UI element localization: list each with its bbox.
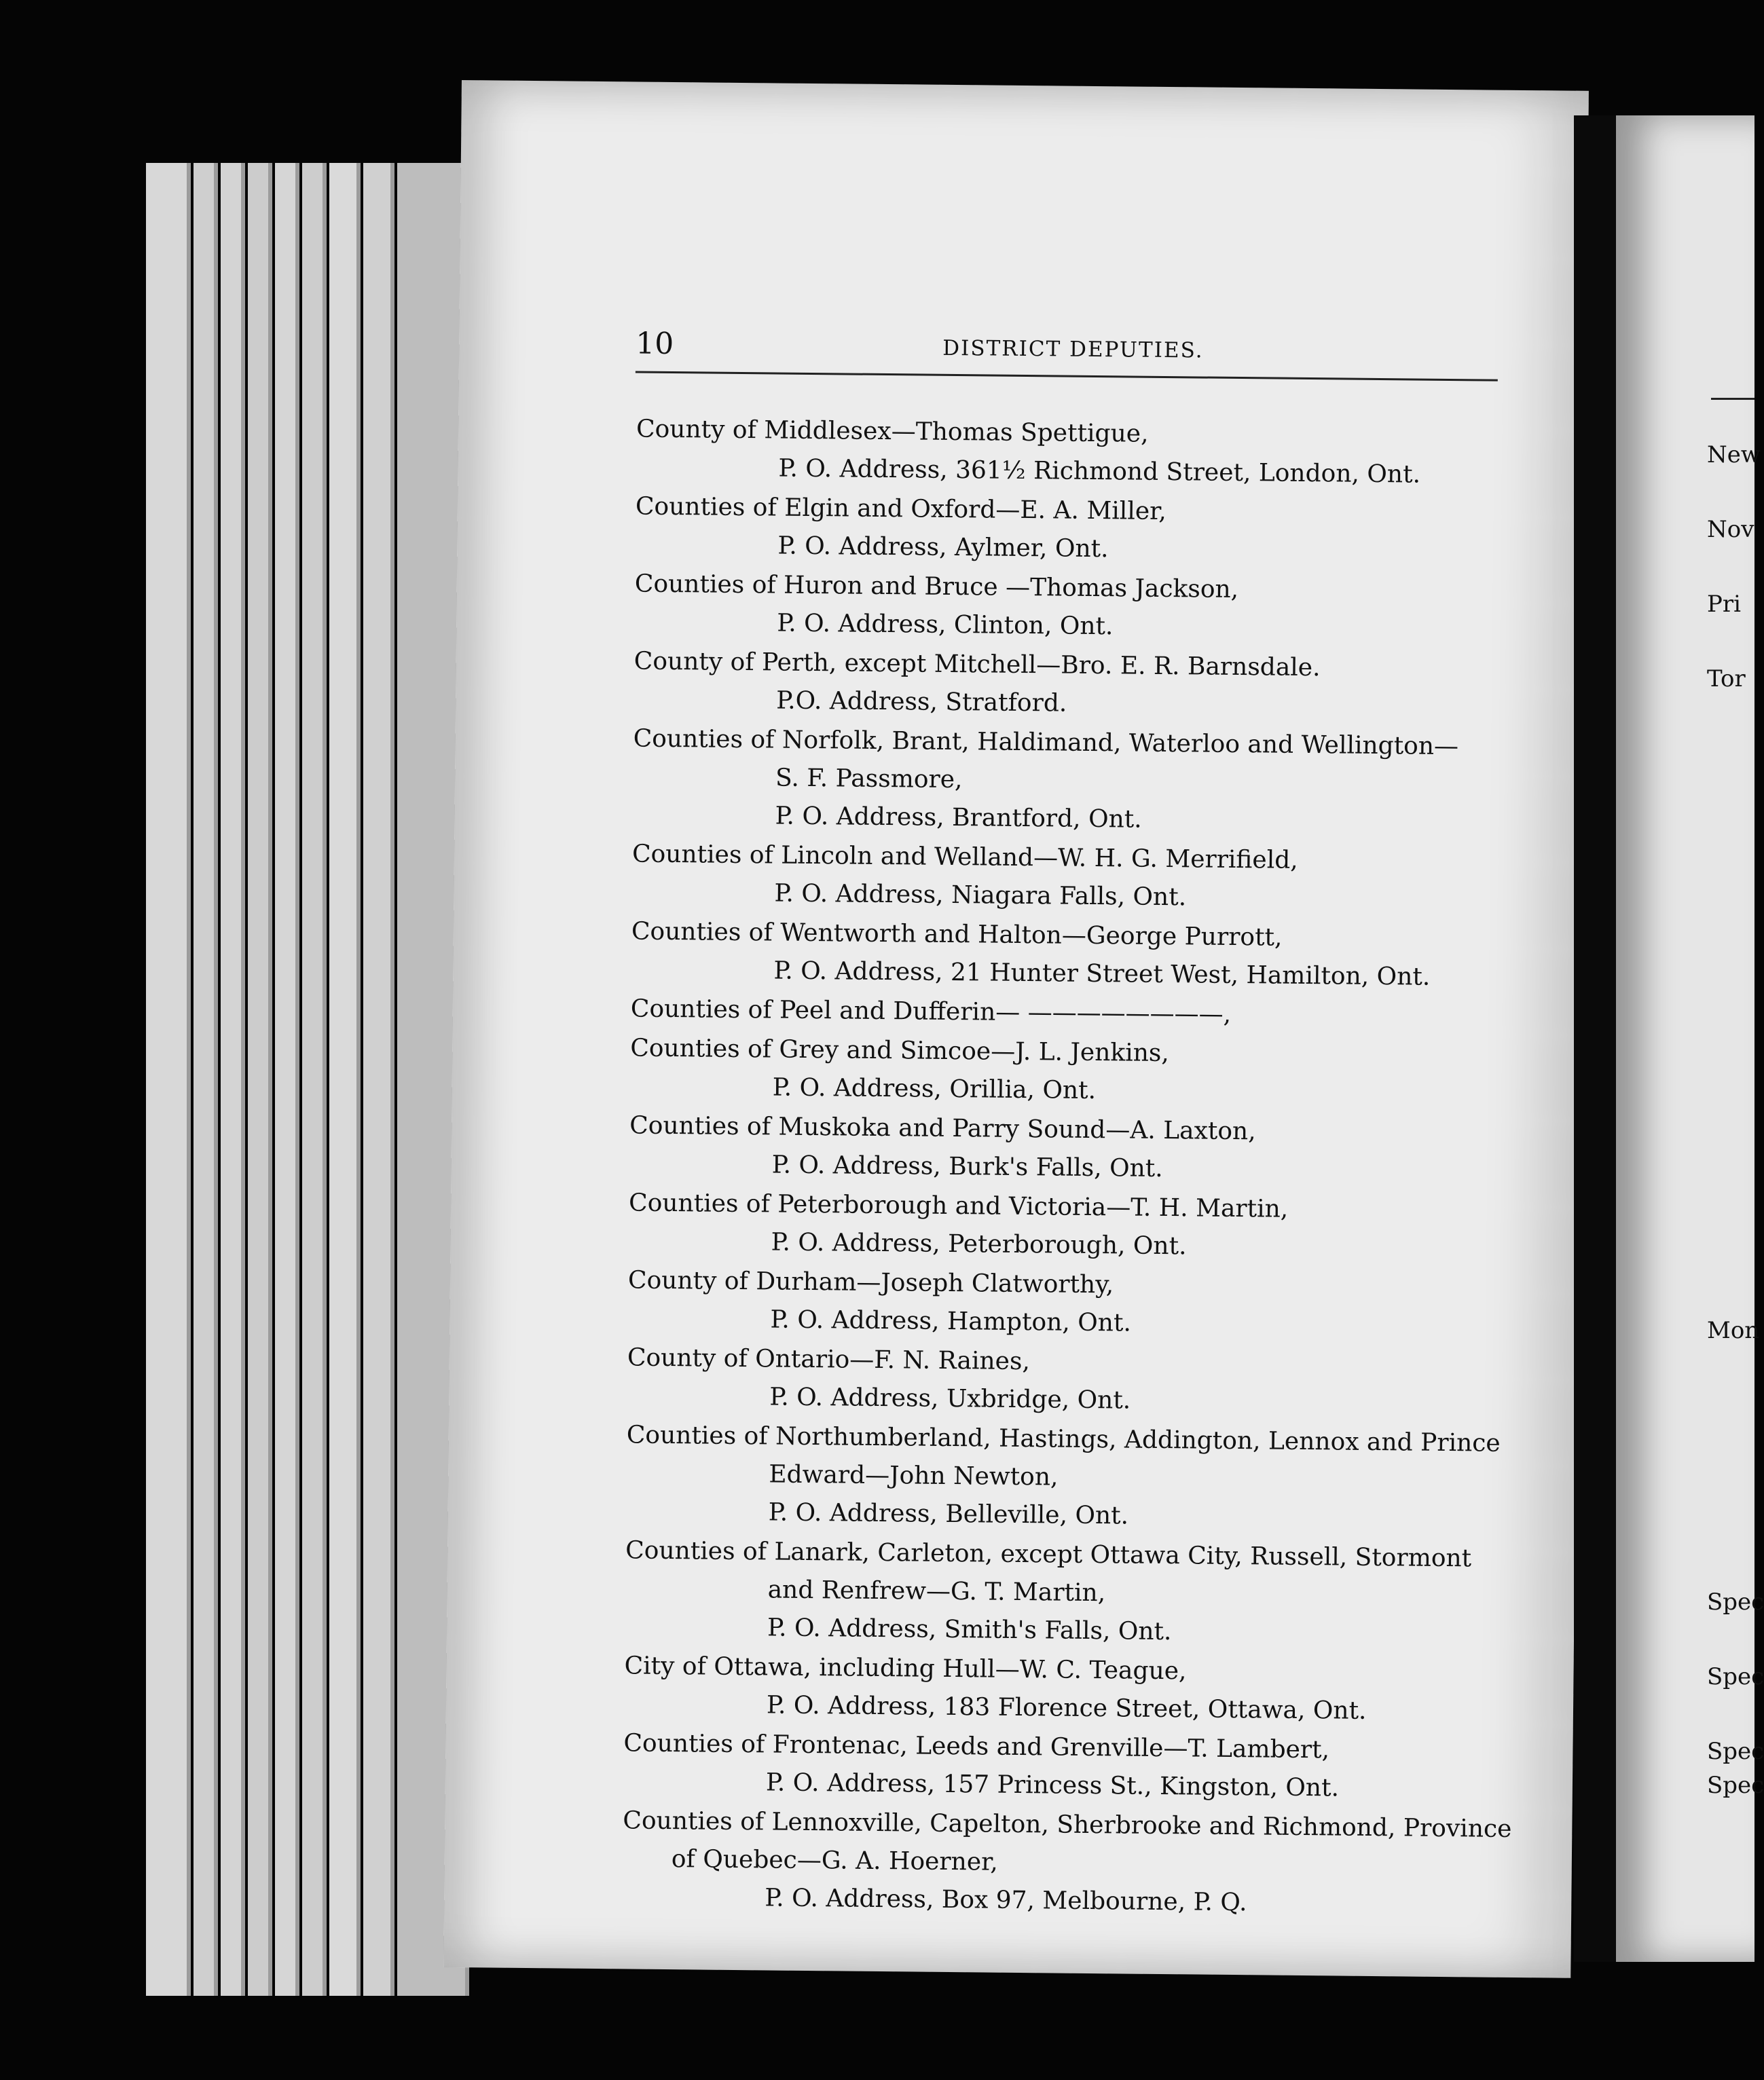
district-line: Counties of Wentworth and Halton—George Purrott, — [631, 917, 1283, 952]
header-rule — [636, 371, 1498, 381]
district-line: Counties of Lanark, Carleton, except Ottawa City, Russell, Stormont — [625, 1536, 1472, 1573]
facing-page-fragment: New — [1707, 441, 1761, 468]
address-line: P. O. Address, Burk's Falls, Ont. — [771, 1151, 1163, 1183]
district-line: Counties of Norfolk, Brant, Haldimand, Waterloo and Wellington— — [633, 724, 1459, 761]
deputy-entry — [627, 1339, 1510, 1423]
district-line: County of Perth, except Mitchell—Bro. E. R. Barnsdale. — [633, 647, 1321, 682]
address-line: P.O. Address, Stratford. — [776, 686, 1067, 718]
deputy-entry — [630, 1029, 1513, 1113]
deputy-entry — [625, 1531, 1509, 1654]
facing-page-fragment: Spec — [1707, 1589, 1764, 1616]
address-line: P. O. Address, Belleville, Ont. — [768, 1498, 1129, 1530]
district-line: County of Durham—Joseph Clatworthy, — [627, 1266, 1114, 1299]
address-line: P. O. Address, 361½ Richmond Street, London, Ont. — [778, 454, 1421, 489]
district-line: County of Middlesex—Thomas Spettigue, — [636, 415, 1149, 448]
district-line: Counties of Huron and Bruce —Thomas Jackson, — [634, 570, 1239, 604]
district-line: Counties of Grey and Simcoe—J. L. Jenkins, — [630, 1034, 1170, 1068]
address-line: P. O. Address, Peterborough, Ont. — [771, 1228, 1187, 1261]
address-line: P. O. Address, Niagara Falls, Ont. — [774, 879, 1187, 912]
address-line: P. O. Address, 21 Hunter Street West, Hamilton, Ont. — [773, 957, 1431, 991]
facing-page-fragment: Pri — [1707, 591, 1742, 618]
deputy-entry — [623, 1724, 1507, 1808]
page-edges — [146, 163, 465, 1996]
deputy-entry — [636, 410, 1519, 494]
district-line: County of Ontario—F. N. Raines, — [627, 1343, 1031, 1376]
deputy-entry — [628, 1184, 1511, 1268]
deputy-name-line: Edward—John Newton, — [769, 1460, 1059, 1491]
district-line: Counties of Elgin and Oxford—E. A. Miller, — [635, 492, 1167, 525]
address-line: P. O. Address, 157 Princess St., Kingston, Ont. — [765, 1768, 1340, 1802]
page-header — [636, 326, 1519, 382]
deputy-entry — [632, 720, 1516, 842]
district-line: Counties of Lincoln and Welland—W. H. G. Merrifield, — [631, 840, 1298, 874]
address-line: P. O. Address, Hampton, Ont. — [770, 1305, 1132, 1337]
deputy-entry — [627, 1261, 1511, 1345]
district-line: Counties of Frontenac, Leeds and Grenville—T. Lambert, — [623, 1729, 1330, 1764]
running-head: DISTRICT DEPUTIES. — [942, 335, 1204, 363]
address-line: P. O. Address, Box 97, Melbourne, P. Q. — [765, 1884, 1247, 1917]
address-line: P. O. Address, Orillia, Ont. — [772, 1073, 1097, 1105]
book-gutter — [1574, 115, 1621, 1962]
district-line: Counties of Northumberland, Hastings, Addington, Lennox and Prince — [626, 1421, 1501, 1457]
deputy-entry — [631, 835, 1515, 919]
deputy-name-line: and Renfrew—G. T. Martin, — [767, 1576, 1106, 1608]
facing-page-fragment: Nov — [1707, 516, 1754, 543]
deputy-entry — [624, 1647, 1507, 1731]
facing-page-fragment: Mon — [1707, 1317, 1760, 1344]
deputy-entry — [633, 642, 1517, 726]
address-line: P. O. Address, Clinton, Ont. — [777, 609, 1114, 641]
deputy-entry — [622, 1802, 1512, 1924]
district-line: Counties of Peterborough and Victoria—T. H. Martin, — [628, 1189, 1289, 1223]
deputy-entry — [634, 565, 1518, 649]
address-line: P. O. Address, Smith's Falls, Ont. — [767, 1614, 1172, 1646]
book-page — [443, 80, 1589, 1978]
deputy-name-line: of Quebec—G. A. Hoerner, — [671, 1845, 999, 1876]
address-line: P. O. Address, Uxbridge, Ont. — [769, 1383, 1131, 1415]
facing-page-rule — [1711, 398, 1754, 400]
district-line: Counties of Peel and Dufferin— ————————, — [630, 995, 1232, 1028]
deputy-entry — [629, 1107, 1512, 1191]
district-deputies-list — [622, 410, 1519, 1925]
deputy-entry — [631, 912, 1514, 997]
district-line: Counties of Lennoxville, Capelton, Sherbrooke and Richmond, Province — [623, 1806, 1512, 1843]
district-line: City of Ottawa, including Hull—W. C. Teague, — [624, 1652, 1187, 1686]
address-line: P. O. Address, Aylmer, Ont. — [777, 532, 1109, 563]
facing-page-fragment: Spec — [1707, 1663, 1764, 1690]
facing-page-fragment: Spec — [1707, 1772, 1764, 1799]
deputy-name-line: S. F. Passmore, — [775, 764, 963, 794]
page-number: 10 — [636, 326, 674, 362]
deputy-entry — [631, 990, 1513, 1036]
facing-page-fragment: Tor — [1707, 665, 1746, 692]
facing-page — [1616, 115, 1764, 1962]
address-line: P. O. Address, Brantford, Ont. — [775, 802, 1142, 834]
district-line: Counties of Muskoka and Parry Sound—A. Laxton, — [629, 1111, 1256, 1146]
facing-page-fragment: Spec — [1707, 1738, 1764, 1765]
address-line: P. O. Address, 183 Florence Street, Ottawa, Ont. — [766, 1691, 1367, 1725]
deputy-entry — [635, 487, 1518, 572]
deputy-entry — [626, 1416, 1510, 1538]
